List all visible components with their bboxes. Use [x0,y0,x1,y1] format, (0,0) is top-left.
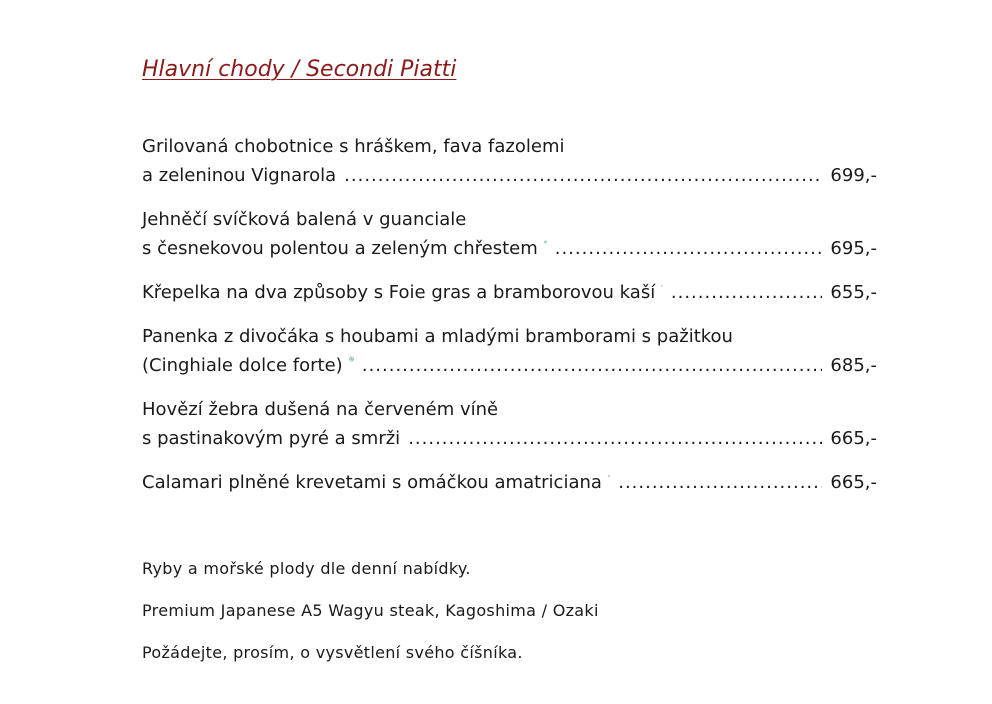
dish-price: 699,- [830,165,877,186]
footer-notes [142,558,599,684]
dot-leader [555,234,823,263]
gluten-free-icon [661,280,663,292]
menu-list [142,132,877,512]
dish-description: Calamari plněné krevetami s omáčkou amatriciana [142,472,602,493]
menu-item [142,278,877,307]
gluten-free-icon [608,470,610,482]
menu-item [142,395,877,453]
dot-leader [344,161,822,190]
dish-price: 665,- [830,472,877,493]
menu-item [142,205,877,263]
dish-description: a zeleninou Vignarola [142,165,337,186]
dish-description: Jehněčí svíčková balená v guanciale [142,209,467,230]
dot-leader [362,351,823,380]
note-wagyu: Premium Japanese A5 Wagyu steak, Kagoshima / Ozaki [142,601,599,620]
dish-description: Křepelka na dva způsoby s Foie gras a bramborovou kaší [142,282,656,303]
dish-description: s česnekovou polentou a zeleným chřestem [142,238,538,259]
note-fish: Ryby a mořské plody dle denní nabídky. [142,559,471,578]
gluten-free-icon [544,236,547,248]
dot-leader [408,424,822,453]
dish-price: 665,- [830,428,877,449]
note-ask-waiter: Požádejte, prosím, o vysvětlení svého číšníka. [142,643,523,662]
dot-leader [671,278,823,307]
dish-price: 655,- [830,282,877,303]
menu-item [142,132,877,190]
dish-description: Panenka z divočáka s houbami a mladými bramborami s pažitkou [142,326,733,347]
dish-price: 685,- [830,355,877,376]
dish-description: Hovězí žebra dušená na červeném víně [142,399,499,420]
menu-item [142,468,877,497]
dot-leader [618,468,822,497]
dish-description: (Cinghiale dolce forte) [142,355,343,376]
menu-item [142,322,877,380]
dish-description: Grilovaná chobotnice s hráškem, fava fazolemi [142,136,565,157]
dish-price: 695,- [830,238,877,259]
dish-description: s pastinakovým pyré a smrži [142,428,401,449]
gluten-free-icon [349,353,354,365]
section-title: Hlavní chody / Secondi Piatti [142,57,457,82]
